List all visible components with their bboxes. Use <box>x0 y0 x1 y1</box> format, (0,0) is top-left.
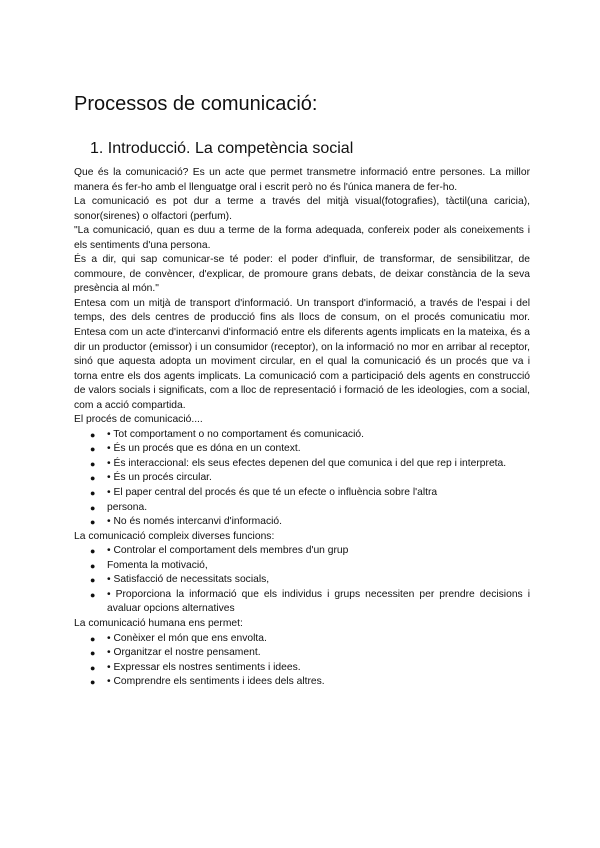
section-heading: 1. Introducció. La competència social <box>90 140 354 157</box>
paragraph: El procés de comunicació.... <box>74 414 203 426</box>
paragraph: La comunicació humana ens permet: <box>74 617 243 629</box>
paragraph: Que és la comunicació? Es un acte que permet transmetre informació entre persones. La millor manera és fer-ho amb el llenguatge oral i escrit però no és l'única manera de fer-ho. <box>74 167 530 193</box>
list-item: ● • És un procés que es dóna en un context. <box>90 442 530 457</box>
paragraph: És a dir, qui sap comunicar-se té poder: el poder d'influir, de transformar, de sensibilitzar, de commoure, de convèncer, d'explicar, de promoure grans debats, de deixar constància de la seva presència al món." <box>74 254 530 295</box>
process-list <box>74 428 530 530</box>
list-item: ● • Satisfacció de necessitats socials, <box>90 573 530 588</box>
paragraph: Entesa com un mitjà de transport d'informació. Un transport d'informació, a través de l'espai i del temps, des dels centres de producció fins als llocs de consum, on el procés comunicatiu mor. Entesa com un acte d'intercanvi d'informació entre els diferents agents implicats en la mateixa, és a dir un productor (emissor) i un consumidor (receptor), on la informació no mor en arribar al receptor, sinó que aquesta adopta un moviment circular, en el qual la comunicació és un procés que va i torna entre els dos agents implicats. La comunicació com a participació dels agents en construcció de valors socials i significats, com a lloc de representació i formació de les ideologies, com a social, com a acció compartida. <box>74 297 530 411</box>
document-body <box>74 166 530 690</box>
paragraph: La comunicació compleix diverses funcions: <box>74 530 275 542</box>
list-item: ● • Expressar els nostres sentiments i idees. <box>90 661 530 676</box>
list-item: ● • Tot comportament o no comportament és comunicació. <box>90 428 530 443</box>
list-item: ● • No és només intercanvi d'informació. <box>90 515 530 530</box>
page-title: Processos de comunicació: <box>74 93 318 115</box>
list-item: ● persona. <box>90 501 530 516</box>
list-item: ● Fomenta la motivació, <box>90 559 530 574</box>
paragraph: "La comunicació, quan es duu a terme de la forma adequada, confereix poder als coneixements i els sentiments d'una persona. <box>74 225 530 251</box>
functions-list <box>74 544 530 617</box>
paragraph: La comunicació es pot dur a terme a través del mitjà visual(fotografies), tàctil(una caricia), sonor(sirenes) o olfactori (perfum). <box>74 196 530 222</box>
list-item: ● • Organitzar el nostre pensament. <box>90 646 530 661</box>
list-item: ● • És interaccional: els seus efectes depenen del que comunica i del que rep i interpreta. <box>90 457 530 472</box>
list-item: ● • Proporciona la informació que els individus i grups necessiten per prendre decisions i avaluar opcions alternatives <box>90 588 530 617</box>
list-item: ● • És un procés circular. <box>90 471 530 486</box>
list-item: ● • El paper central del procés és que té un efecte o influència sobre l'altra <box>90 486 530 501</box>
list-item: ● • Controlar el comportament dels membres d'un grup <box>90 544 530 559</box>
allows-list <box>74 632 530 690</box>
list-item: ● • Conèixer el món que ens envolta. <box>90 632 530 647</box>
list-item: ● • Comprendre els sentiments i idees dels altres. <box>90 675 530 690</box>
